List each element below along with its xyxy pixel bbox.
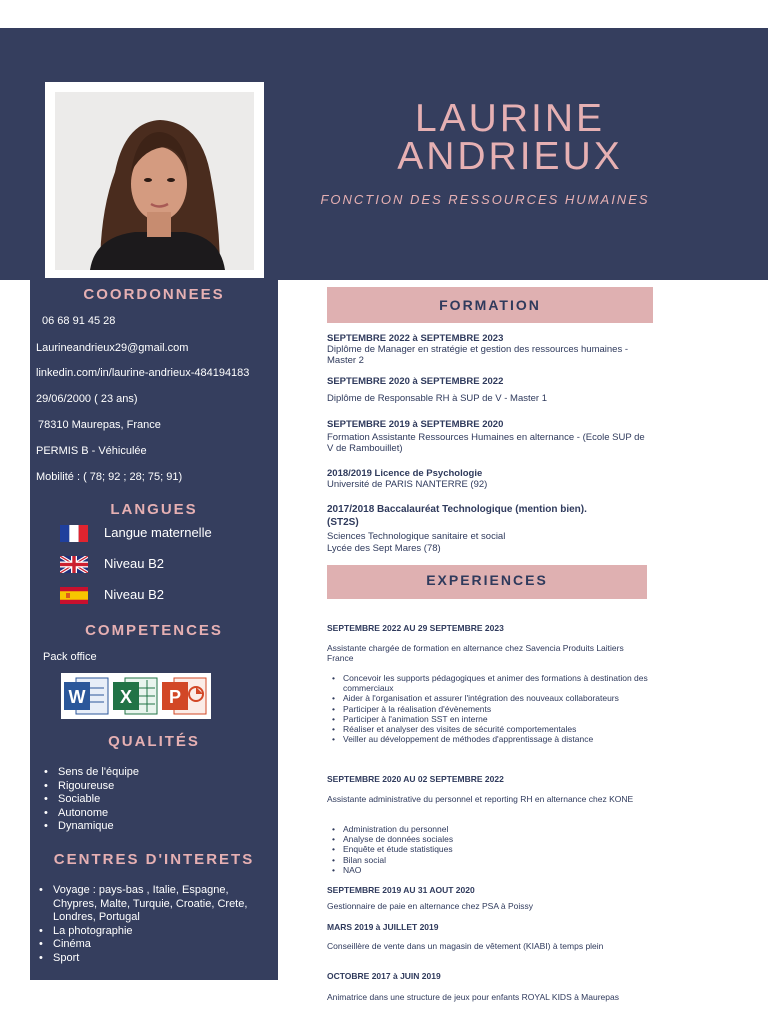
- powerpoint-icon: [162, 676, 208, 716]
- list-item: • Réaliser et analyser des visites de sécurité comportementales: [343, 724, 653, 734]
- list-item: • Sport: [51, 952, 266, 966]
- job-title: FONCTION DES RESSOURCES HUMAINES: [320, 192, 650, 207]
- experience-text: Conseillère de vente dans un magasin de vêtement (KIABI) à temps plein: [327, 941, 604, 951]
- list-item: • Participer à l'animation SST en interne: [343, 714, 653, 724]
- formation-text: Université de PARIS NANTERRE (92): [327, 479, 488, 490]
- language-level: Niveau B2: [104, 556, 164, 571]
- languages-section-title: LANGUES: [110, 501, 198, 518]
- formation-period: 2018/2019 Licence de Psychologie: [327, 468, 483, 479]
- list-item: • Bilan social: [343, 855, 653, 865]
- list-item: • Cinéma: [51, 938, 266, 952]
- excel-icon: [113, 676, 159, 716]
- list-item: • Dynamique: [56, 820, 139, 834]
- profile-photo: [55, 92, 254, 270]
- phone-number: 06 68 91 45 28: [42, 315, 116, 327]
- formation-text: Diplôme de Manager en stratégie et gestion des ressources humaines - Master 2: [327, 344, 628, 366]
- mobility: Mobilité : ( 78; 92 ; 28; 75; 91): [36, 471, 183, 483]
- svg-text:X: X: [119, 687, 133, 707]
- list-item: • Enquête et étude statistiques: [343, 844, 653, 854]
- list-item: • Rigoureuse: [56, 780, 139, 794]
- skills-pack-label: Pack office: [43, 651, 97, 663]
- candidate-name: [380, 97, 640, 178]
- list-item: • Autonome: [56, 807, 139, 821]
- formation-period: 2017/2018 Baccalauréat Technologique (mention bien).: [327, 504, 587, 515]
- formation-text: Lycée des Sept Mares (78): [327, 543, 441, 554]
- list-item: • Aider à l'organisation et assurer l'intégration des nouveaux collaborateurs: [343, 693, 653, 703]
- svg-text:P: P: [168, 687, 182, 707]
- formation-section-title: FORMATION: [327, 287, 653, 323]
- experiences-section-title: EXPERIENCES: [327, 565, 647, 599]
- uk-flag-icon: [60, 556, 88, 573]
- formation-period: SEPTEMBRE 2020 à SEPTEMBRE 2022: [327, 376, 504, 387]
- profile-photo-frame: [45, 82, 264, 278]
- spain-flag-icon: [60, 587, 88, 604]
- france-flag-icon: [60, 525, 88, 542]
- contact-section-title: COORDONNEES: [83, 286, 225, 303]
- formation-text: Diplôme de Responsable RH à SUP de V - Master 1: [327, 393, 548, 404]
- formation-period: SEPTEMBRE 2022 à SEPTEMBRE 2023: [327, 333, 504, 344]
- first-name: LAURINE: [414, 97, 606, 140]
- list-item: • Sociable: [56, 793, 139, 807]
- interests-section-title: CENTRES D'INTERETS: [53, 851, 255, 868]
- formation-text: Sciences Technologique sanitaire et social: [327, 531, 506, 542]
- list-item: • NAO: [343, 865, 653, 875]
- experience-text: Gestionnaire de paie en alternance chez PSA à Poissy: [327, 901, 534, 911]
- sidebar: [30, 280, 278, 980]
- experience-bullets: [343, 824, 653, 875]
- formation-period: SEPTEMBRE 2019 à SEPTEMBRE 2020: [327, 419, 504, 430]
- list-item: • Concevoir les supports pédagogiques et animer des formations à destination des commerciaux: [343, 673, 653, 693]
- language-level: Niveau B2: [104, 587, 164, 602]
- language-level: Langue maternelle: [104, 525, 212, 540]
- last-name: ANDRIEUX: [397, 135, 623, 178]
- experience-period: OCTOBRE 2017 à JUIN 2019: [327, 971, 441, 981]
- formation-period-detail: (ST2S): [327, 517, 359, 528]
- formation-text: Formation Assistante Ressources Humaines en alternance - (Ecole SUP de V de Rambouillet): [327, 432, 645, 454]
- email-address: Laurineandrieux29@gmail.com: [36, 342, 189, 354]
- experience-bullets: [343, 673, 653, 744]
- office-icons: [61, 673, 211, 719]
- birth-date: 29/06/2000 ( 23 ans): [36, 393, 138, 405]
- skills-section-title: COMPETENCES: [85, 622, 223, 639]
- linkedin-url: linkedin.com/in/laurine-andrieux-484194183: [36, 367, 250, 379]
- list-item: • Veiller au développement de méthodes d'apprentissage à distance: [343, 734, 653, 744]
- experience-period: SEPTEMBRE 2019 AU 31 AOUT 2020: [327, 885, 475, 895]
- svg-text:W: W: [68, 687, 86, 707]
- qualities-list: [56, 766, 139, 834]
- list-item: • Sens de l'équipe: [56, 766, 139, 780]
- address: 78310 Maurepas, France: [38, 419, 161, 431]
- qualities-section-title: QUALITÉS: [108, 733, 200, 750]
- interests-list: [51, 884, 266, 965]
- experience-period: MARS 2019 à JUILLET 2019: [327, 922, 439, 932]
- list-item: • La photographie: [51, 925, 266, 939]
- experience-text: Animatrice dans une structure de jeux pour enfants ROYAL KIDS à Maurepas: [327, 992, 619, 1002]
- experience-text: Assistante administrative du personnel et reporting RH en alternance chez KONE: [327, 794, 634, 804]
- list-item: • Administration du personnel: [343, 824, 653, 834]
- experience-period: SEPTEMBRE 2020 AU 02 SEPTEMBRE 2022: [327, 774, 504, 784]
- list-item: • Voyage : pays-bas , Italie, Espagne, Chypres, Malte, Turquie, Croatie, Crete, Londres, Portugal: [51, 884, 266, 925]
- word-icon: [64, 676, 110, 716]
- list-item: • Participer à la réalisation d'évènements: [343, 704, 653, 714]
- experience-text: Assistante chargée de formation en alternance chez Savencia Produits Laitiers France: [327, 643, 624, 663]
- driving-license: PERMIS B - Véhiculée: [36, 445, 147, 457]
- experience-period: SEPTEMBRE 2022 AU 29 SEPTEMBRE 2023: [327, 623, 504, 633]
- list-item: • Analyse de données sociales: [343, 834, 653, 844]
